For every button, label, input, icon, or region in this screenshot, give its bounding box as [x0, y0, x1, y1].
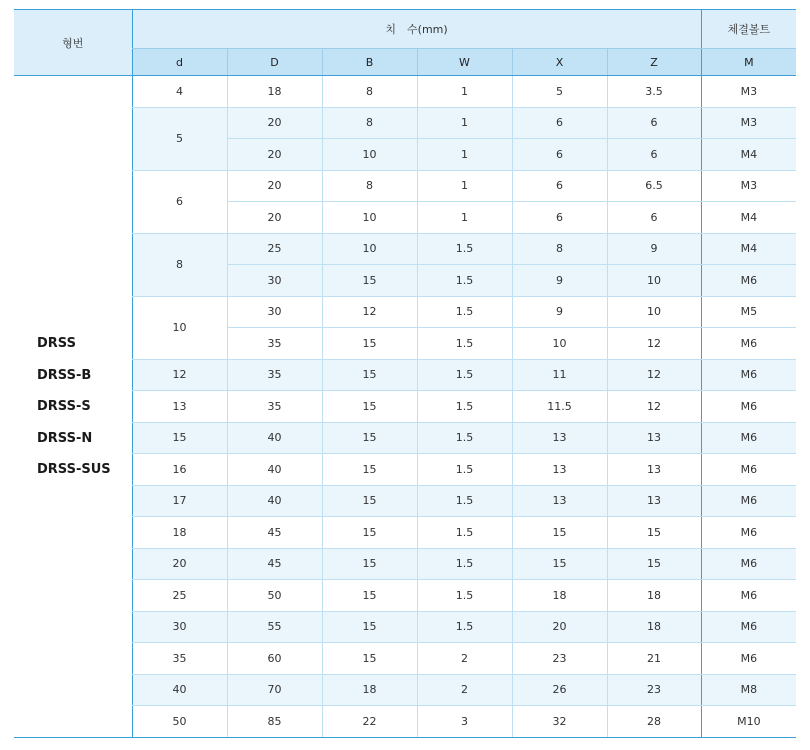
- model-name: DRSS-SUS: [37, 462, 111, 477]
- table-body: [14, 76, 796, 738]
- col-header-W: W: [417, 49, 512, 76]
- cell-Z: 6: [607, 202, 701, 234]
- cell-W: 1.5: [417, 422, 512, 454]
- cell-B: 15: [322, 359, 417, 391]
- cell-X: 18: [512, 580, 607, 612]
- cell-B: 18: [322, 674, 417, 706]
- cell-Z: 6.5: [607, 170, 701, 202]
- cell-M: M6: [701, 328, 796, 360]
- cell-X: 13: [512, 485, 607, 517]
- cell-Z: 13: [607, 485, 701, 517]
- table-row: [14, 454, 796, 486]
- cell-M: M3: [701, 107, 796, 139]
- table-row: [14, 517, 796, 549]
- cell-X: 20: [512, 611, 607, 643]
- cell-Z: 18: [607, 611, 701, 643]
- cell-D: 18: [227, 76, 322, 108]
- cell-d: 18: [132, 517, 227, 549]
- cell-D: 35: [227, 391, 322, 423]
- cell-Z: 18: [607, 580, 701, 612]
- cell-M: M4: [701, 233, 796, 265]
- cell-W: 1: [417, 202, 512, 234]
- cell-W: 1: [417, 76, 512, 108]
- cell-B: 15: [322, 611, 417, 643]
- model-name: DRSS-B: [37, 367, 92, 383]
- cell-d: 13: [132, 391, 227, 423]
- cell-X: 32: [512, 706, 607, 738]
- cell-W: 1: [417, 170, 512, 202]
- cell-D: 20: [227, 170, 322, 202]
- cell-X: 26: [512, 674, 607, 706]
- cell-M: M6: [701, 265, 796, 297]
- cell-Z: 15: [607, 548, 701, 580]
- cell-X: 6: [512, 107, 607, 139]
- cell-B: 10: [322, 202, 417, 234]
- cell-W: 1.5: [417, 296, 512, 328]
- cell-W: 1.5: [417, 517, 512, 549]
- cell-B: 15: [322, 517, 417, 549]
- cell-M: M3: [701, 76, 796, 108]
- cell-D: 20: [227, 139, 322, 171]
- cell-M: M6: [701, 580, 796, 612]
- cell-W: 1.5: [417, 328, 512, 360]
- cell-Z: 13: [607, 454, 701, 486]
- cell-d: 20: [132, 548, 227, 580]
- cell-D: 35: [227, 359, 322, 391]
- col-header-d: d: [132, 49, 227, 76]
- table-row: [14, 233, 796, 265]
- cell-B: 15: [322, 422, 417, 454]
- cell-X: 11.5: [512, 391, 607, 423]
- col-header-M: M: [701, 49, 796, 76]
- model-name: DRSS-S: [37, 399, 91, 414]
- cell-W: 1.5: [417, 454, 512, 486]
- cell-X: 13: [512, 454, 607, 486]
- cell-Z: 6: [607, 107, 701, 139]
- cell-d: 8: [132, 233, 227, 296]
- cell-M: M6: [701, 422, 796, 454]
- table-row: [14, 76, 796, 108]
- cell-B: 15: [322, 548, 417, 580]
- cell-X: 15: [512, 517, 607, 549]
- cell-M: M6: [701, 643, 796, 675]
- table-row: [14, 485, 796, 517]
- cell-M: M6: [701, 454, 796, 486]
- cell-B: 15: [322, 485, 417, 517]
- cell-B: 12: [322, 296, 417, 328]
- cell-D: 30: [227, 296, 322, 328]
- table-row: [14, 359, 796, 391]
- cell-Z: 21: [607, 643, 701, 675]
- table-row: [14, 391, 796, 423]
- bolt-header: 체결볼트: [701, 10, 796, 49]
- cell-B: 22: [322, 706, 417, 738]
- cell-D: 70: [227, 674, 322, 706]
- cell-D: 40: [227, 454, 322, 486]
- cell-M: M6: [701, 359, 796, 391]
- cell-d: 16: [132, 454, 227, 486]
- cell-M: M6: [701, 485, 796, 517]
- cell-D: 40: [227, 422, 322, 454]
- cell-Z: 23: [607, 674, 701, 706]
- cell-d: 6: [132, 170, 227, 233]
- cell-M: M10: [701, 706, 796, 738]
- cell-D: 20: [227, 202, 322, 234]
- cell-Z: 12: [607, 391, 701, 423]
- cell-D: 20: [227, 107, 322, 139]
- table-row: [14, 706, 796, 738]
- cell-W: 1.5: [417, 391, 512, 423]
- table-row: [14, 580, 796, 612]
- cell-Z: 6: [607, 139, 701, 171]
- cell-X: 15: [512, 548, 607, 580]
- cell-Z: 3.5: [607, 76, 701, 108]
- cell-D: 45: [227, 517, 322, 549]
- cell-Z: 13: [607, 422, 701, 454]
- cell-X: 6: [512, 139, 607, 171]
- cell-B: 15: [322, 391, 417, 423]
- cell-Z: 28: [607, 706, 701, 738]
- cell-D: 45: [227, 548, 322, 580]
- cell-d: 10: [132, 296, 227, 359]
- cell-d: 25: [132, 580, 227, 612]
- cell-B: 10: [322, 233, 417, 265]
- cell-D: 50: [227, 580, 322, 612]
- cell-W: 1.5: [417, 265, 512, 297]
- model-name: DRSS-N: [37, 430, 93, 446]
- cell-Z: 15: [607, 517, 701, 549]
- cell-Z: 10: [607, 265, 701, 297]
- cell-W: 1.5: [417, 580, 512, 612]
- cell-X: 10: [512, 328, 607, 360]
- cell-W: 1.5: [417, 485, 512, 517]
- cell-D: 55: [227, 611, 322, 643]
- cell-d: 17: [132, 485, 227, 517]
- cell-X: 9: [512, 296, 607, 328]
- cell-B: 15: [322, 265, 417, 297]
- cell-D: 60: [227, 643, 322, 675]
- cell-Z: 12: [607, 328, 701, 360]
- cell-W: 1: [417, 139, 512, 171]
- cell-Z: 9: [607, 233, 701, 265]
- cell-X: 23: [512, 643, 607, 675]
- cell-W: 3: [417, 706, 512, 738]
- cell-B: 10: [322, 139, 417, 171]
- cell-M: M5: [701, 296, 796, 328]
- cell-D: 85: [227, 706, 322, 738]
- cell-X: 5: [512, 76, 607, 108]
- cell-d: 35: [132, 643, 227, 675]
- model-header: 형번: [14, 10, 132, 76]
- cell-M: M6: [701, 517, 796, 549]
- cell-X: 6: [512, 170, 607, 202]
- cell-Z: 12: [607, 359, 701, 391]
- cell-D: 35: [227, 328, 322, 360]
- cell-B: 8: [322, 76, 417, 108]
- table-row: [14, 643, 796, 675]
- table-row: [14, 107, 796, 139]
- cell-Z: 10: [607, 296, 701, 328]
- cell-W: 1: [417, 107, 512, 139]
- model-column: [14, 76, 132, 738]
- cell-D: 40: [227, 485, 322, 517]
- cell-B: 15: [322, 580, 417, 612]
- cell-M: M6: [701, 548, 796, 580]
- spec-table: [14, 9, 796, 738]
- cell-M: M4: [701, 202, 796, 234]
- cell-d: 5: [132, 107, 227, 170]
- cell-W: 1.5: [417, 359, 512, 391]
- cell-M: M6: [701, 391, 796, 423]
- col-header-X: X: [512, 49, 607, 76]
- col-header-B: B: [322, 49, 417, 76]
- model-name: DRSS: [37, 336, 76, 351]
- cell-W: 1.5: [417, 611, 512, 643]
- table-row: [14, 170, 796, 202]
- cell-M: M3: [701, 170, 796, 202]
- cell-W: 1.5: [417, 548, 512, 580]
- cell-W: 2: [417, 674, 512, 706]
- cell-X: 11: [512, 359, 607, 391]
- cell-M: M8: [701, 674, 796, 706]
- cell-d: 15: [132, 422, 227, 454]
- table-row: [14, 674, 796, 706]
- cell-d: 30: [132, 611, 227, 643]
- table-row: [14, 611, 796, 643]
- cell-B: 15: [322, 643, 417, 675]
- dimension-header: 치 수(mm): [132, 10, 701, 49]
- cell-B: 15: [322, 328, 417, 360]
- cell-d: 40: [132, 674, 227, 706]
- table-row: [14, 422, 796, 454]
- col-header-D: D: [227, 49, 322, 76]
- cell-B: 8: [322, 170, 417, 202]
- cell-X: 13: [512, 422, 607, 454]
- cell-X: 8: [512, 233, 607, 265]
- cell-B: 15: [322, 454, 417, 486]
- cell-d: 4: [132, 76, 227, 108]
- model-list: [14, 328, 132, 486]
- cell-M: M6: [701, 611, 796, 643]
- cell-D: 25: [227, 233, 322, 265]
- cell-W: 1.5: [417, 233, 512, 265]
- col-header-Z: Z: [607, 49, 701, 76]
- cell-B: 8: [322, 107, 417, 139]
- cell-M: M4: [701, 139, 796, 171]
- table-row: [14, 548, 796, 580]
- cell-D: 30: [227, 265, 322, 297]
- cell-d: 12: [132, 359, 227, 391]
- cell-W: 2: [417, 643, 512, 675]
- cell-X: 6: [512, 202, 607, 234]
- cell-d: 50: [132, 706, 227, 738]
- table-row: [14, 296, 796, 328]
- cell-X: 9: [512, 265, 607, 297]
